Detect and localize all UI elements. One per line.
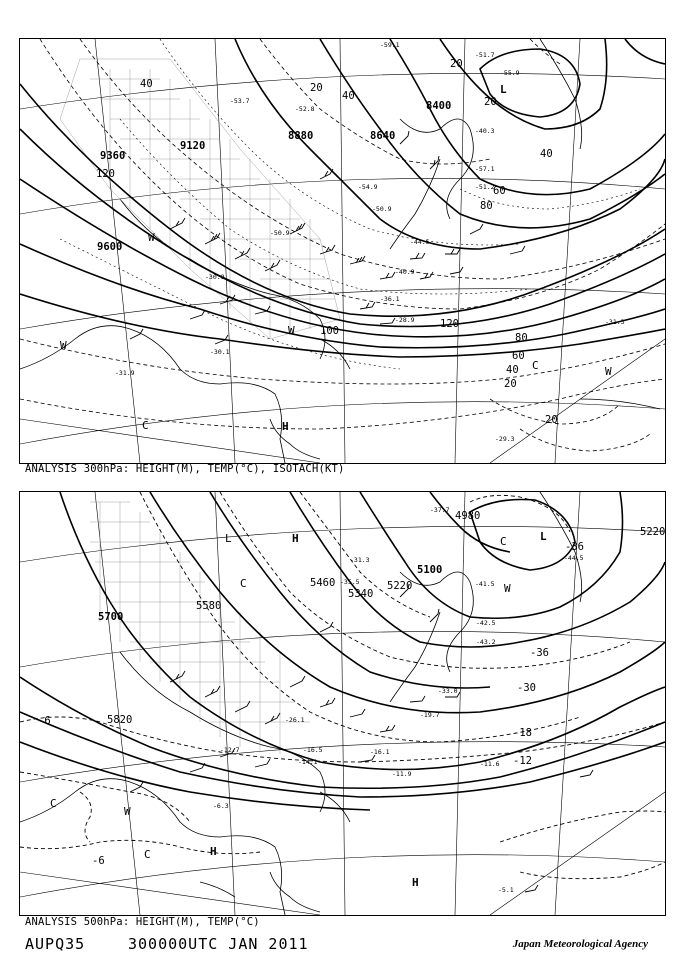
high-center-marker: H (292, 532, 299, 545)
high-center-marker: H (282, 420, 289, 433)
temp-label: -16.1 (370, 748, 390, 756)
height-label: 8400 (426, 100, 452, 112)
isotach-label-group (96, 58, 558, 426)
temp-label: -53.7 (230, 97, 250, 105)
temp-label: -29.3 (495, 435, 515, 443)
temp-label: -31.9 (115, 369, 135, 377)
pressure-center-group (50, 530, 547, 889)
temp-label: -59.1 (380, 41, 400, 49)
temp-label: -44.5 (564, 554, 584, 562)
height-label: 5340 (348, 588, 374, 600)
coastlines (20, 492, 582, 915)
temp-label: -31.3 (350, 556, 370, 564)
map-300hpa-canvas (20, 39, 665, 463)
temp-label: -16.5 (303, 746, 323, 754)
high-center-marker: H (412, 876, 419, 889)
warm-center-marker: W (60, 339, 67, 352)
temp-label: -33.0 (438, 687, 458, 695)
temp-label: -54.9 (358, 183, 378, 191)
isotach-label: 120 (96, 168, 115, 180)
panel-caption-300hpa: ANALYSIS 300hPa: HEIGHT(M), TEMP(°C), ISOTACH(KT) (25, 463, 345, 475)
isotherm-label: -36 (530, 647, 549, 659)
isotherm-label: -6 (92, 855, 105, 867)
isotach-label: 20 (450, 58, 463, 70)
height-label: 9600 (97, 241, 123, 253)
warm-center-marker: W (124, 805, 131, 818)
isotach-label: 80 (480, 200, 493, 212)
temp-label: -55.9 (500, 69, 520, 77)
valid-time: 300000UTC JAN 2011 (128, 935, 309, 953)
isotach-label: 40 (140, 78, 153, 90)
temp-label: -6.3 (213, 802, 229, 810)
temp-label: -28.9 (395, 316, 415, 324)
height-label: 5100 (417, 564, 443, 576)
isotherm-label: -30 (517, 682, 536, 694)
warm-center-marker: W (504, 582, 511, 595)
temp-label: -26.1 (285, 716, 305, 724)
temp-label: -40.9 (395, 268, 415, 276)
temp-label: -44.5 (410, 238, 430, 246)
isotach-label: 60 (493, 185, 506, 197)
height-label: 5460 (310, 577, 336, 589)
temp-label: -30.9 (205, 273, 225, 281)
height-label: 5580 (196, 600, 222, 612)
low-center-marker: L (500, 83, 507, 96)
product-code: AUPQ35 (25, 935, 86, 953)
temp-label: -43.2 (476, 638, 496, 646)
height-label: 5700 (98, 611, 124, 623)
height-label: 4980 (455, 510, 481, 522)
isotach-label: 40 (506, 364, 519, 376)
panel-caption-500hpa: ANALYSIS 500hPa: HEIGHT(M), TEMP(°C) (25, 916, 260, 928)
temp-label: -52.8 (295, 105, 315, 113)
isotherm-label: -6 (38, 715, 51, 727)
isotach-label: 100 (320, 325, 339, 337)
temp-label: -35.5 (340, 578, 360, 586)
temp-label: -11.9 (392, 770, 412, 778)
height-label: 5820 (107, 714, 133, 726)
temp-label: -37.7 (430, 506, 450, 514)
isotach-label: 40 (540, 148, 553, 160)
isotach-hatching (60, 59, 340, 339)
height-label: 8880 (288, 130, 314, 142)
warm-center-marker: W (148, 231, 155, 244)
cold-center-marker: C (500, 535, 507, 548)
warm-center-marker: W (288, 324, 295, 337)
low-center-marker: L (540, 530, 547, 543)
temp-label: -5.1 (498, 886, 514, 894)
temp-label: -42.5 (476, 619, 496, 627)
high-center-marker: H (210, 845, 217, 858)
low-center-marker: L (225, 532, 232, 545)
height-label: 9120 (180, 140, 206, 152)
temp-label: -50.9 (372, 205, 392, 213)
isotherm-label: -18 (513, 727, 532, 739)
temp-label: -12.7 (220, 746, 240, 754)
temperature-label-group (115, 41, 625, 443)
cold-center-marker: C (144, 848, 151, 861)
map-panel-500hpa (19, 491, 666, 916)
isotach-label: 20 (504, 378, 517, 390)
temp-label: -41.5 (475, 580, 495, 588)
cold-center-marker: C (532, 359, 539, 372)
isotach-label: 20 (484, 96, 497, 108)
temp-label: -19.7 (420, 711, 440, 719)
isotherm-label: -12 (513, 755, 532, 767)
temp-label: -50.9 (270, 229, 290, 237)
isotach-label: 40 (342, 90, 355, 102)
temp-label: -51.2 (475, 183, 495, 191)
height-label: 9360 (100, 150, 126, 162)
isotach-label: 120 (440, 318, 459, 330)
temp-label: -51.7 (475, 51, 495, 59)
temp-label: -40.3 (475, 127, 495, 135)
warm-center-marker: W (605, 365, 612, 378)
isotach-label: 80 (515, 332, 528, 344)
temp-label: -30.1 (210, 348, 230, 356)
pressure-center-group (60, 83, 612, 433)
map-panel-300hpa (19, 38, 666, 464)
height-label: 5220 (387, 580, 413, 592)
height-label: 8640 (370, 130, 396, 142)
agency-name: Japan Meteorological Agency (512, 938, 648, 950)
temp-label: -57.1 (475, 165, 495, 173)
isotach-label: 60 (512, 350, 525, 362)
isotach-label: 20 (545, 414, 558, 426)
isotach-label: 20 (310, 82, 323, 94)
cold-center-marker: C (50, 797, 57, 810)
isotherm-label: -36 (565, 541, 584, 553)
map-500hpa-canvas (20, 492, 665, 915)
temp-label: -36.1 (380, 295, 400, 303)
cold-center-marker: C (240, 577, 247, 590)
temp-label: -14.1 (298, 758, 318, 766)
temp-label: -11.6 (480, 760, 500, 768)
temp-label: -31.3 (605, 318, 625, 326)
height-label: 5220 (640, 526, 665, 538)
cold-center-marker: C (142, 419, 149, 432)
